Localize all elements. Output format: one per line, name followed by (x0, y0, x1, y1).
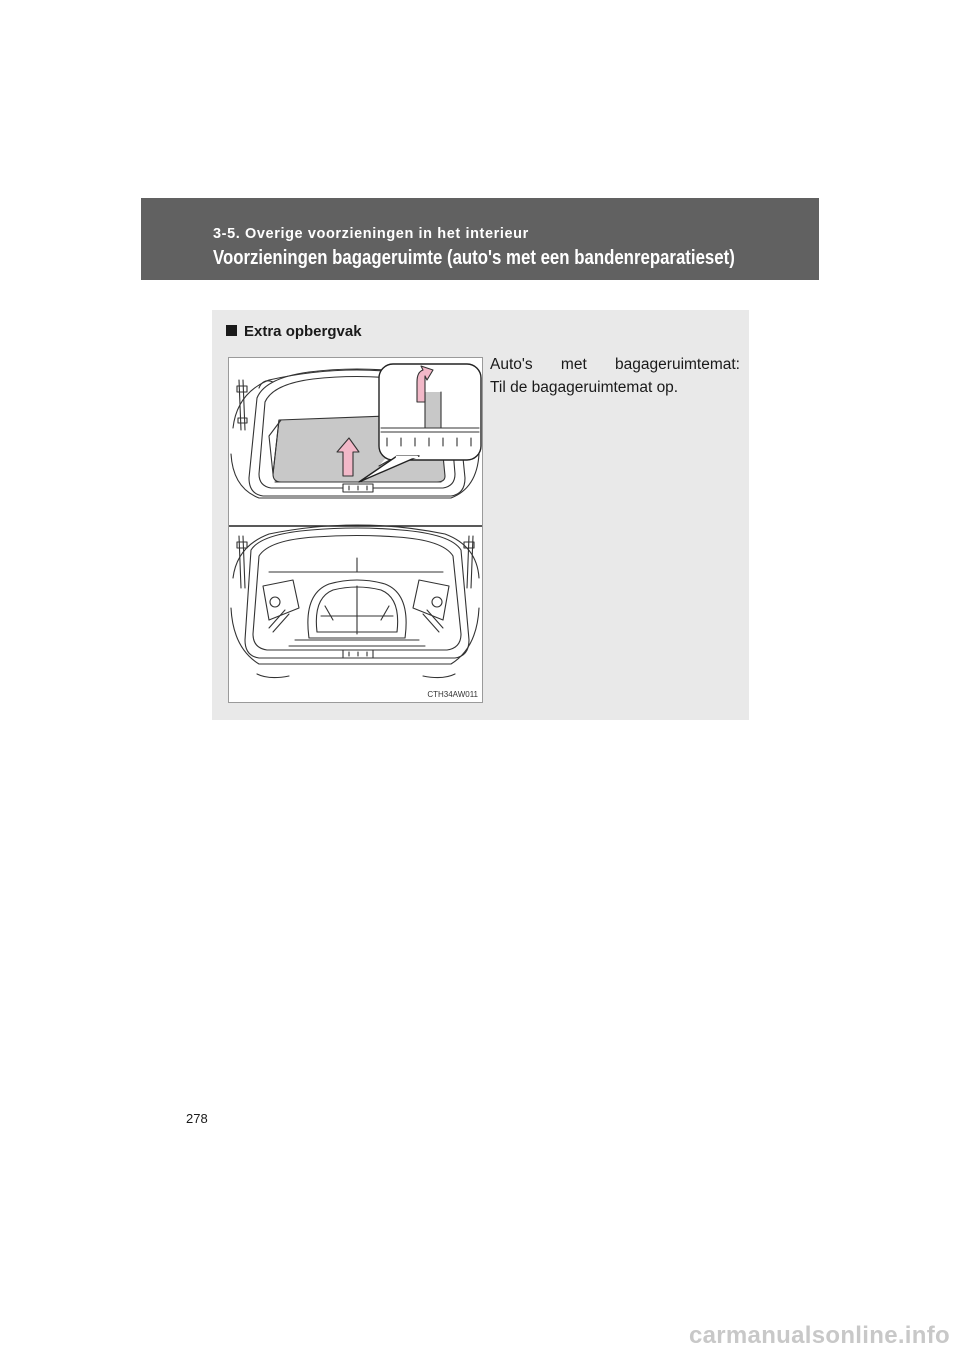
section-label: 3-5. Overige voorzieningen in het interieur (213, 226, 529, 242)
content-panel (212, 310, 749, 720)
section-header (141, 198, 819, 280)
subheading (226, 323, 362, 340)
page-number: 278 (186, 1111, 208, 1126)
instruction-text (490, 353, 740, 399)
subheading-text: Extra opbergvak (244, 323, 362, 340)
instruction-line-1: Auto's met bagageruimtemat: (490, 356, 740, 373)
trunk-illustration (228, 357, 483, 703)
figure-code: CTH34AW011 (427, 690, 478, 699)
bullet-icon (226, 325, 237, 336)
page-title: Voorzieningen bagageruimte (auto's met een bandenreparatieset) (213, 247, 735, 269)
trunk-illustration-svg (229, 358, 482, 702)
watermark: carmanualsonline.info (688, 1322, 950, 1349)
instruction-line-2: Til de bagageruimtemat op. (490, 379, 679, 396)
